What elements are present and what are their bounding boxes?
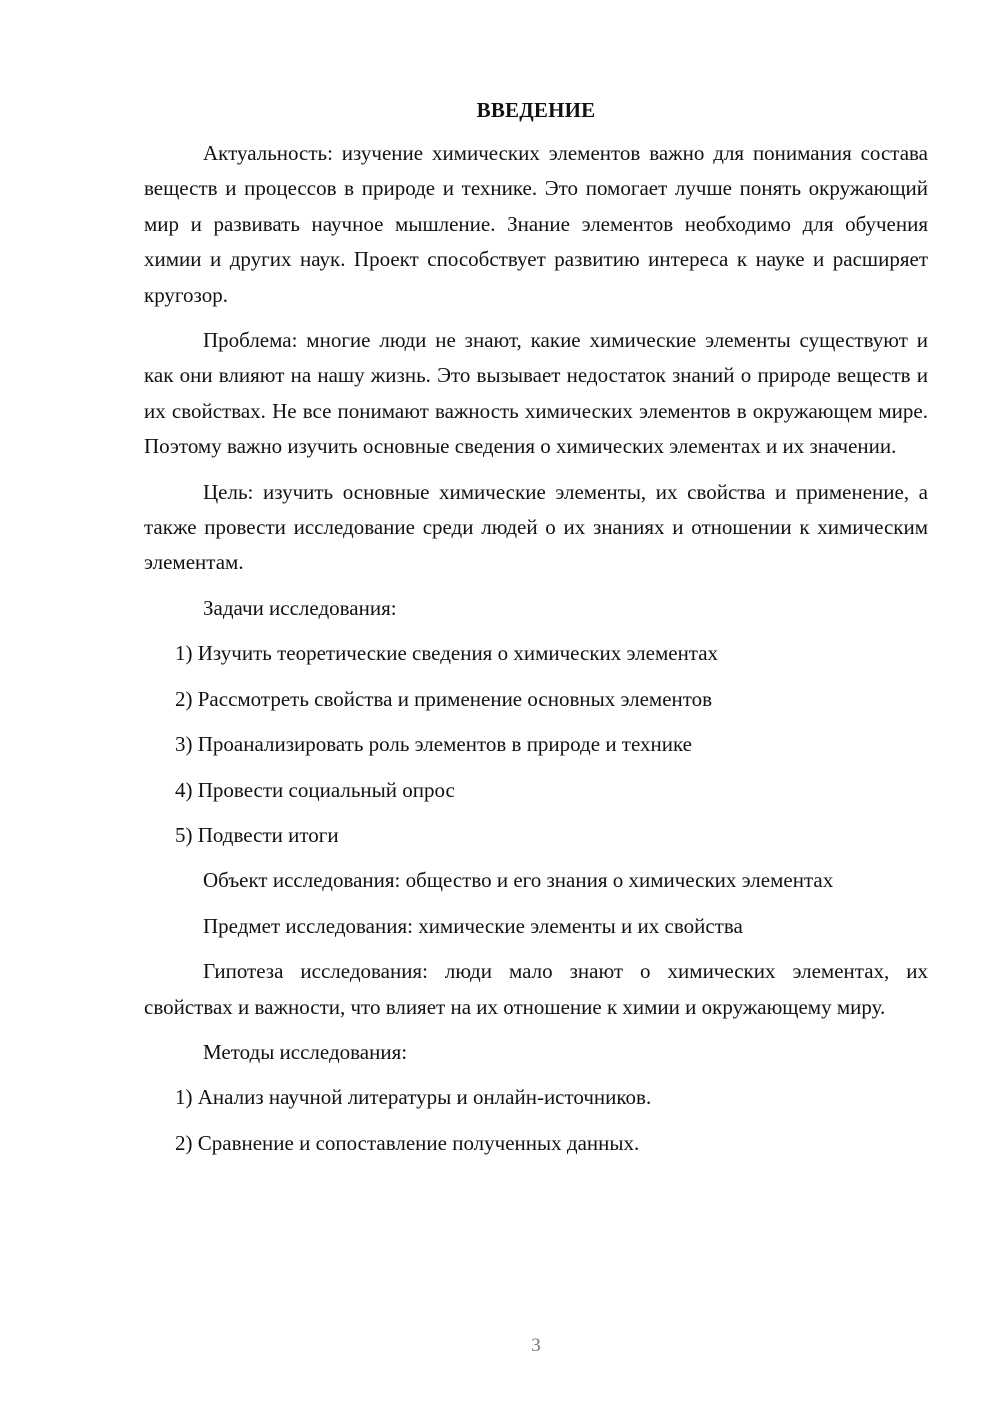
list-item: 2) Рассмотреть свойства и применение основных элементов [175, 686, 713, 711]
goal-paragraph: Цель: изучить основные химические элементы, их свойства и применение, а также провести исследование среди людей о их знаниях и отношении к химическим элементам. [144, 479, 928, 575]
problem-paragraph: Проблема: многие люди не знают, какие химические элементы существуют и как они влияют на нашу жизнь. Это вызывает недостаток знаний о природе веществ и их свойствах. Не все понимают важность химических элементов в окружающем мире. Поэтому важно изучить основные сведения о химических элементах и их значении. [144, 328, 928, 459]
subject-paragraph: Предмет исследования: химические элементы и их свойства [203, 913, 743, 938]
section-title: ВВЕДЕНИЕ [476, 98, 596, 122]
relevance-paragraph: Актуальность: изучение химических элементов важно для понимания состава веществ и процессов в природе и технике. Это помогает лучше понять окружающий мир и развивать научное мышление. Знание элементов необходимо для обучения химии и других наук. Проект способствует развитию интереса к науке и расширяет кругозор. [144, 141, 928, 307]
page-content [144, 94, 928, 1171]
page-number: 3 [531, 1335, 541, 1356]
methods-list [144, 1080, 928, 1161]
tasks-heading: Задачи исследования: [203, 595, 397, 620]
methods-heading: Методы исследования: [203, 1039, 408, 1064]
hypothesis-paragraph: Гипотеза исследования: люди мало знают о химических элементах, их свойствах и важности, что влияет на их отношение к химии и окружающему миру. [144, 959, 928, 1019]
list-item: 1) Изучить теоретические сведения о химических элементах [175, 641, 719, 666]
list-item: 3) Проанализировать роль элементов в природе и технике [175, 732, 693, 757]
list-item: 2) Сравнение и сопоставление полученных данных. [175, 1130, 640, 1155]
object-paragraph: Объект исследования: общество и его знания о химических элементах [203, 868, 834, 893]
tasks-list [144, 636, 928, 853]
list-item: 5) Подвести итоги [175, 822, 339, 847]
list-item: 1) Анализ научной литературы и онлайн-источников. [175, 1085, 652, 1110]
list-item: 4) Провести социальный опрос [175, 777, 455, 802]
